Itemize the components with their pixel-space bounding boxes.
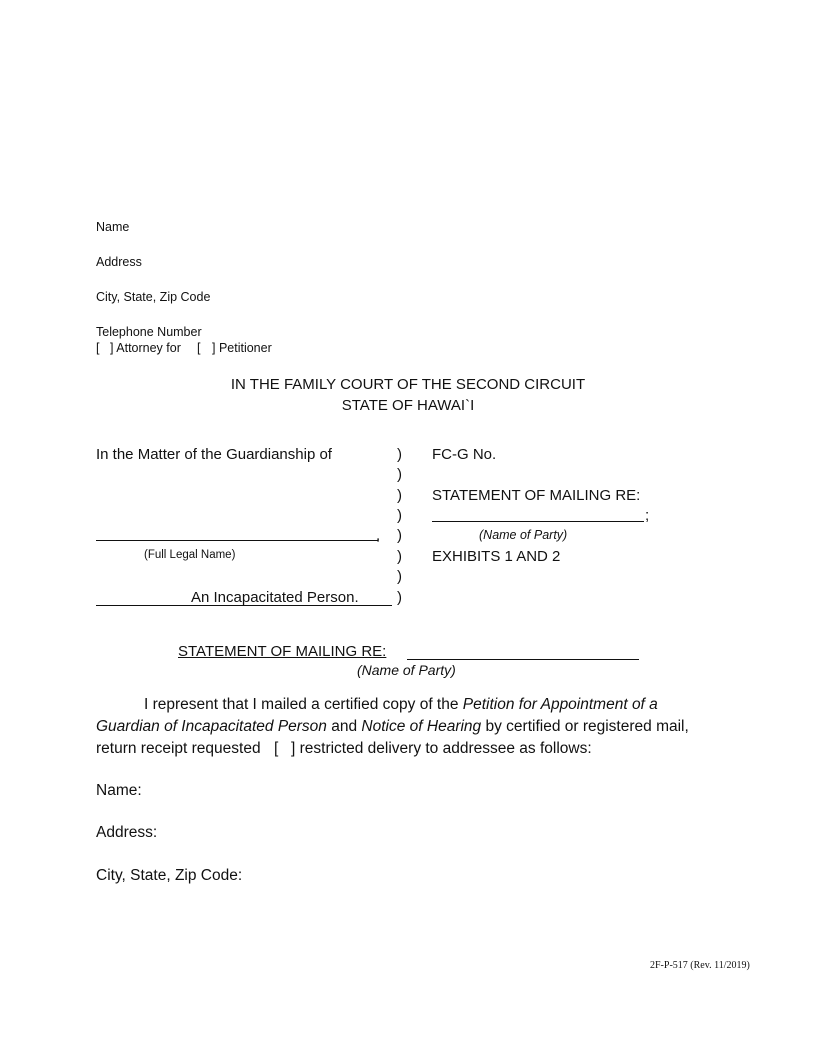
statement-paragraph-line2	[96, 716, 689, 738]
court-name-heading: IN THE FAMILY COURT OF THE SECOND CIRCUIT	[230, 376, 586, 393]
paragraph-text: by certified or registered mail,	[481, 718, 689, 735]
caption-paren: )	[397, 446, 402, 463]
full-legal-name-line[interactable]	[96, 540, 378, 541]
addressee-name-label: Name:	[96, 782, 142, 799]
exhibits-label: EXHIBITS 1 AND 2	[432, 548, 561, 565]
caption-title: STATEMENT OF MAILING RE:	[432, 487, 641, 504]
attorney-telephone-label: Telephone Number	[96, 325, 202, 339]
statement-paragraph-line3: return receipt requested	[96, 740, 261, 757]
addressee-address-label: Address:	[96, 824, 158, 841]
caption-paren: )	[397, 589, 402, 606]
petitioner-checkbox-bracket[interactable]: [	[197, 341, 201, 355]
caption-semicolon: ;	[645, 507, 650, 524]
attorney-address-label: Address	[96, 255, 142, 269]
matter-label: In the Matter of the Guardianship of	[96, 446, 332, 463]
caption-paren: )	[397, 527, 402, 544]
caption-paren: )	[397, 466, 402, 483]
statement-name-of-party: (Name of Party)	[357, 662, 456, 678]
statement-party-name-line[interactable]	[407, 659, 639, 660]
paragraph-text: I represent that I mailed a certified copy of the	[144, 696, 463, 713]
attorney-name-label: Name	[96, 220, 130, 234]
case-number-label: FC-G No.	[432, 446, 497, 463]
notice-title: Notice of Hearing	[361, 718, 482, 735]
petition-title: Petition for Appointment of a	[462, 696, 658, 713]
form-identifier: 2F-P-517 (Rev. 11/2019)	[650, 960, 750, 971]
caption-party-name-line[interactable]	[432, 521, 644, 522]
attorney-checkbox-bracket[interactable]: [	[96, 341, 100, 355]
caption-name-of-party: (Name of Party)	[479, 528, 568, 542]
caption-paren: )	[397, 568, 402, 585]
petitioner-label: ] Petitioner	[212, 341, 272, 355]
caption-paren: )	[397, 548, 402, 565]
restricted-delivery-checkbox-bracket[interactable]: [	[274, 740, 279, 757]
statement-title: STATEMENT OF MAILING RE:	[178, 643, 387, 660]
incapacitated-person-label: An Incapacitated Person.	[191, 589, 359, 606]
caption-paren: )	[397, 487, 402, 504]
guardian-title: Guardian of Incapacitated Person	[96, 718, 327, 735]
paragraph-text: and	[326, 718, 362, 735]
statement-paragraph-line1	[144, 694, 658, 716]
restricted-delivery-label: ] restricted delivery to addressee as follows:	[291, 740, 592, 757]
caption-paren: )	[397, 507, 402, 524]
attorney-city-label: City, State, Zip Code	[96, 290, 211, 304]
court-state-heading: STATE OF HAWAI`I	[341, 397, 475, 414]
addressee-city-label: City, State, Zip Code:	[96, 867, 243, 884]
full-legal-name-caption: (Full Legal Name)	[144, 549, 236, 561]
caption-comma: ,	[376, 527, 381, 544]
attorney-for-label: ] Attorney for	[110, 341, 181, 355]
